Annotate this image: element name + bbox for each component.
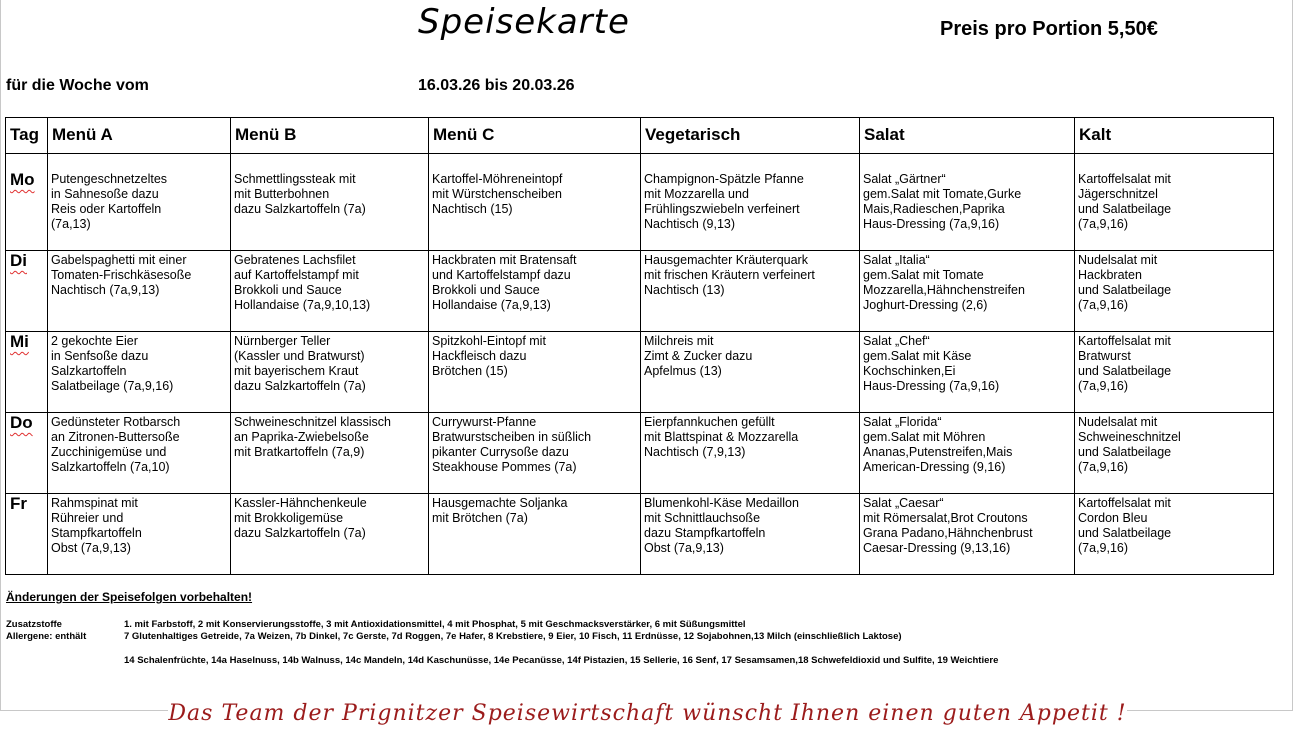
dish-line: Salat „Caesar“: [863, 496, 944, 510]
table-row: [6, 251, 1274, 332]
dish-line: Spitzkohl-Eintopf mit: [432, 334, 546, 348]
dish-line: Kartoffelsalat mit: [1078, 172, 1171, 186]
dish-line: mit Brokkoligemüse: [234, 511, 344, 525]
dish-line: Salat „Florida“: [863, 415, 942, 429]
dish-line: Hackfleisch dazu: [432, 349, 527, 363]
cell-menu-b: [231, 154, 429, 251]
dish-line: Zimt & Zucker dazu: [644, 349, 753, 363]
dish-line: Blumenkohl-Käse Medaillon: [644, 496, 799, 510]
cell-menu-c: [429, 413, 641, 494]
cell-menu-a: [48, 413, 231, 494]
page-title: Speisekarte: [418, 2, 630, 42]
dish-line: Milchreis mit: [644, 334, 714, 348]
dish-line: an Paprika-Zwiebelsoße: [234, 430, 369, 444]
dish-line: Nudelsalat mit: [1078, 415, 1158, 429]
dish-line: in Senfsoße dazu: [51, 349, 149, 363]
day-label: Fr: [10, 494, 27, 513]
column-header-salat: Salat: [860, 118, 1075, 154]
cell-vegetarisch: [641, 154, 860, 251]
dish-line: gem.Salat mit Möhren: [863, 430, 986, 444]
dish-line: Nachtisch (13): [644, 283, 725, 297]
dish-line: Mais,Radieschen,Paprika: [863, 202, 1005, 216]
dish-line: Grana Padano,Hähnchenbrust: [863, 526, 1033, 540]
cell-kalt: [1075, 332, 1274, 413]
column-header-vegetarisch: Vegetarisch: [641, 118, 860, 154]
cell-salat: [860, 413, 1075, 494]
dish-line: Cordon Bleu: [1078, 511, 1148, 525]
menu-table: [5, 117, 1274, 575]
allergens-label: Allergene: enthält: [6, 631, 87, 642]
dish-line: Hausgemachter Kräuterquark: [644, 253, 808, 267]
dish-line: mit frischen Kräutern verfeinert: [644, 268, 815, 282]
week-range: 16.03.26 bis 20.03.26: [418, 77, 575, 94]
dish-line: Bratwurst: [1078, 349, 1131, 363]
dish-line: mit Brötchen (7a): [432, 511, 528, 525]
dish-line: Obst (7a,9,13): [644, 541, 724, 555]
dish-line: an Zitronen-Buttersoße: [51, 430, 180, 444]
closing-message: [0, 701, 1295, 726]
allergens-text-line-2: 14 Schalenfrüchte, 14a Haselnuss, 14b Walnuss, 14c Mandeln, 14d Kaschunüsse, 14e Pecanüsse, 14f Pistazien, 15 Sellerie, 16 Senf, 17 Sesamsamen,18 Schwefeldioxid und Sulfite, 19 Weichtiere: [124, 655, 999, 666]
week-label: für die Woche vom: [6, 77, 149, 94]
cell-menu-b: [231, 251, 429, 332]
dish-line: Gebratenes Lachsfilet: [234, 253, 356, 267]
dish-line: (Kassler und Bratwurst): [234, 349, 365, 363]
dish-line: Hausgemachte Soljanka: [432, 496, 568, 510]
cell-vegetarisch: [641, 413, 860, 494]
cell-menu-c: [429, 154, 641, 251]
dish-line: Schmettlingssteak mit: [234, 172, 356, 186]
day-cell: [6, 413, 48, 494]
day-cell: [6, 332, 48, 413]
dish-line: dazu Salzkartoffeln (7a): [234, 526, 366, 540]
day-label: Mo: [10, 170, 35, 189]
cell-menu-b: [231, 413, 429, 494]
dish-line: Brokkoli und Sauce: [234, 283, 342, 297]
dish-line: Frühlingszwiebeln verfeinert: [644, 202, 800, 216]
dish-line: Eierpfannkuchen gefüllt: [644, 415, 775, 429]
additives-label: Zusatzstoffe: [6, 619, 62, 630]
dish-line: mit Würstchenscheiben: [432, 187, 562, 201]
dish-line: Hollandaise (7a,9,10,13): [234, 298, 371, 312]
dish-line: pikanter Currysoße dazu: [432, 445, 569, 459]
cell-menu-c: [429, 494, 641, 575]
dish-line: Kartoffelsalat mit: [1078, 496, 1171, 510]
dish-line: gem.Salat mit Käse: [863, 349, 972, 363]
dish-line: dazu Salzkartoffeln (7a): [234, 202, 366, 216]
cell-salat: [860, 251, 1075, 332]
cell-menu-c: [429, 332, 641, 413]
dish-line: auf Kartoffelstampf mit: [234, 268, 359, 282]
cell-menu-a: [48, 494, 231, 575]
column-header-day: Tag: [6, 118, 48, 154]
dish-line: (7a,9,16): [1078, 460, 1129, 474]
dish-line: Champignon-Spätzle Pfanne: [644, 172, 804, 186]
dish-line: (7a,9,16): [1078, 298, 1129, 312]
cell-vegetarisch: [641, 251, 860, 332]
dish-line: Joghurt-Dressing (2,6): [863, 298, 988, 312]
dish-line: und Salatbeilage: [1078, 202, 1172, 216]
dish-line: Kartoffel-Möhreneintopf: [432, 172, 563, 186]
dish-line: Salatbeilage (7a,9,16): [51, 379, 174, 393]
day-cell: [6, 494, 48, 575]
dish-line: Brokkoli und Sauce: [432, 283, 540, 297]
dish-line: Gabelspaghetti mit einer: [51, 253, 187, 267]
table-row: [6, 332, 1274, 413]
cell-vegetarisch: [641, 332, 860, 413]
cell-kalt: [1075, 154, 1274, 251]
dish-line: Stampfkartoffeln: [51, 526, 142, 540]
dish-line: dazu Salzkartoffeln (7a): [234, 379, 366, 393]
dish-line: Kartoffelsalat mit: [1078, 334, 1171, 348]
dish-line: und Salatbeilage: [1078, 445, 1172, 459]
allergens-text-line-1: 7 Glutenhaltiges Getreide, 7a Weizen, 7b Dinkel, 7c Gerste, 7d Roggen, 7e Hafer, 8 Krebstiere, 9 Eier, 10 Fisch, 11 Erdnüsse, 12 Sojabohnen,13 Milch (einschließlich Laktose): [124, 631, 902, 642]
dish-line: Putengeschnetzeltes: [51, 172, 168, 186]
table-header-row: [6, 118, 1274, 154]
cell-menu-b: [231, 332, 429, 413]
day-cell: [6, 154, 48, 251]
dish-line: Zucchinigemüse und: [51, 445, 167, 459]
dish-line: Nachtisch (9,13): [644, 217, 736, 231]
dish-line: mit Mozzarella und: [644, 187, 749, 201]
dish-line: Steakhouse Pommes (7a): [432, 460, 577, 474]
dish-line: Obst (7a,9,13): [51, 541, 131, 555]
cell-salat: [860, 154, 1075, 251]
dish-line: (7a,9,16): [1078, 379, 1129, 393]
day-label: Mi: [10, 332, 29, 351]
dish-line: gem.Salat mit Tomate: [863, 268, 984, 282]
dish-line: Nachtisch (7a,9,13): [51, 283, 160, 297]
cell-salat: [860, 332, 1075, 413]
dish-line: Hackbraten mit Bratensaft: [432, 253, 577, 267]
dish-line: Mozzarella,Hähnchenstreifen: [863, 283, 1025, 297]
closing-message-text: Das Team der Prignitzer Speisewirtschaft wünscht Ihnen einen guten Appetit !: [168, 701, 1127, 726]
cell-menu-a: [48, 154, 231, 251]
cell-kalt: [1075, 413, 1274, 494]
table-row: [6, 494, 1274, 575]
changes-notice: Änderungen der Speisefolgen vorbehalten!: [6, 590, 253, 604]
day-label: Di: [10, 251, 27, 270]
dish-line: Schweineschnitzel klassisch: [234, 415, 392, 429]
dish-line: mit Römersalat,Brot Croutons: [863, 511, 1028, 525]
dish-line: Salat „Chef“: [863, 334, 930, 348]
cell-kalt: [1075, 251, 1274, 332]
dish-line: Salzkartoffeln (7a,10): [51, 460, 170, 474]
dish-line: gem.Salat mit Tomate,Gurke: [863, 187, 1022, 201]
dish-line: mit Schnittlauchsoße: [644, 511, 761, 525]
dish-line: Haus-Dressing (7a,9,16): [863, 379, 1000, 393]
dish-line: Haus-Dressing (7a,9,16): [863, 217, 1000, 231]
cell-menu-c: [429, 251, 641, 332]
dish-line: Currywurst-Pfanne: [432, 415, 537, 429]
additives-text: 1. mit Farbstoff, 2 mit Konservierungsstoffe, 3 mit Antioxidationsmittel, 4 mit Phosphat, 5 mit Geschmacksverstärker, 6 mit Süßungsmittel: [124, 619, 746, 630]
cell-vegetarisch: [641, 494, 860, 575]
cell-menu-a: [48, 332, 231, 413]
dish-line: Nachtisch (7,9,13): [644, 445, 746, 459]
cell-menu-b: [231, 494, 429, 575]
dish-line: Bratwurstscheiben in süßlich: [432, 430, 592, 444]
dish-line: Nudelsalat mit: [1078, 253, 1158, 267]
cell-menu-a: [48, 251, 231, 332]
dish-line: dazu Stampfkartoffeln: [644, 526, 766, 540]
dish-line: Gedünsteter Rotbarsch: [51, 415, 181, 429]
dish-line: Tomaten-Frischkäsesoße: [51, 268, 192, 282]
dish-line: und Salatbeilage: [1078, 526, 1172, 540]
dish-line: (7a,9,16): [1078, 541, 1129, 555]
dish-line: Schweineschnitzel: [1078, 430, 1181, 444]
column-header-menu-b: Menü B: [231, 118, 429, 154]
dish-line: (7a,9,16): [1078, 217, 1129, 231]
table-row: [6, 154, 1274, 251]
table-row: [6, 413, 1274, 494]
dish-line: Kochschinken,Ei: [863, 364, 956, 378]
dish-line: Nürnberger Teller: [234, 334, 331, 348]
dish-line: Salat „Gärtner“: [863, 172, 946, 186]
dish-line: Apfelmus (13): [644, 364, 722, 378]
dish-line: Rühreier und: [51, 511, 124, 525]
column-header-menu-c: Menü C: [429, 118, 641, 154]
dish-line: mit Butterbohnen: [234, 187, 330, 201]
dish-line: Kassler-Hähnchenkeule: [234, 496, 367, 510]
day-label: Do: [10, 413, 33, 432]
dish-line: Jägerschnitzel: [1078, 187, 1158, 201]
dish-line: Hackbraten: [1078, 268, 1142, 282]
dish-line: Rahmspinat mit: [51, 496, 138, 510]
dish-line: mit bayerischem Kraut: [234, 364, 359, 378]
dish-line: (7a,13): [51, 217, 91, 231]
dish-line: Caesar-Dressing (9,13,16): [863, 541, 1011, 555]
price-per-portion: Preis pro Portion 5,50€: [940, 18, 1158, 40]
dish-line: Salat „Italia“: [863, 253, 930, 267]
dish-line: und Salatbeilage: [1078, 364, 1172, 378]
column-header-kalt: Kalt: [1075, 118, 1274, 154]
dish-line: Brötchen (15): [432, 364, 508, 378]
dish-line: 2 gekochte Eier: [51, 334, 138, 348]
dish-line: Hollandaise (7a,9,13): [432, 298, 551, 312]
dish-line: Salzkartoffeln: [51, 364, 127, 378]
dish-line: Ananas,Putenstreifen,Mais: [863, 445, 1013, 459]
dish-line: Nachtisch (15): [432, 202, 513, 216]
dish-line: mit Blattspinat & Mozzarella: [644, 430, 799, 444]
dish-line: American-Dressing (9,16): [863, 460, 1006, 474]
cell-salat: [860, 494, 1075, 575]
column-header-menu-a: Menü A: [48, 118, 231, 154]
dish-line: mit Bratkartoffeln (7a,9): [234, 445, 365, 459]
dish-line: und Kartoffelstampf dazu: [432, 268, 571, 282]
dish-line: in Sahnesoße dazu: [51, 187, 159, 201]
cell-kalt: [1075, 494, 1274, 575]
dish-line: und Salatbeilage: [1078, 283, 1172, 297]
day-cell: [6, 251, 48, 332]
dish-line: Reis oder Kartoffeln: [51, 202, 162, 216]
